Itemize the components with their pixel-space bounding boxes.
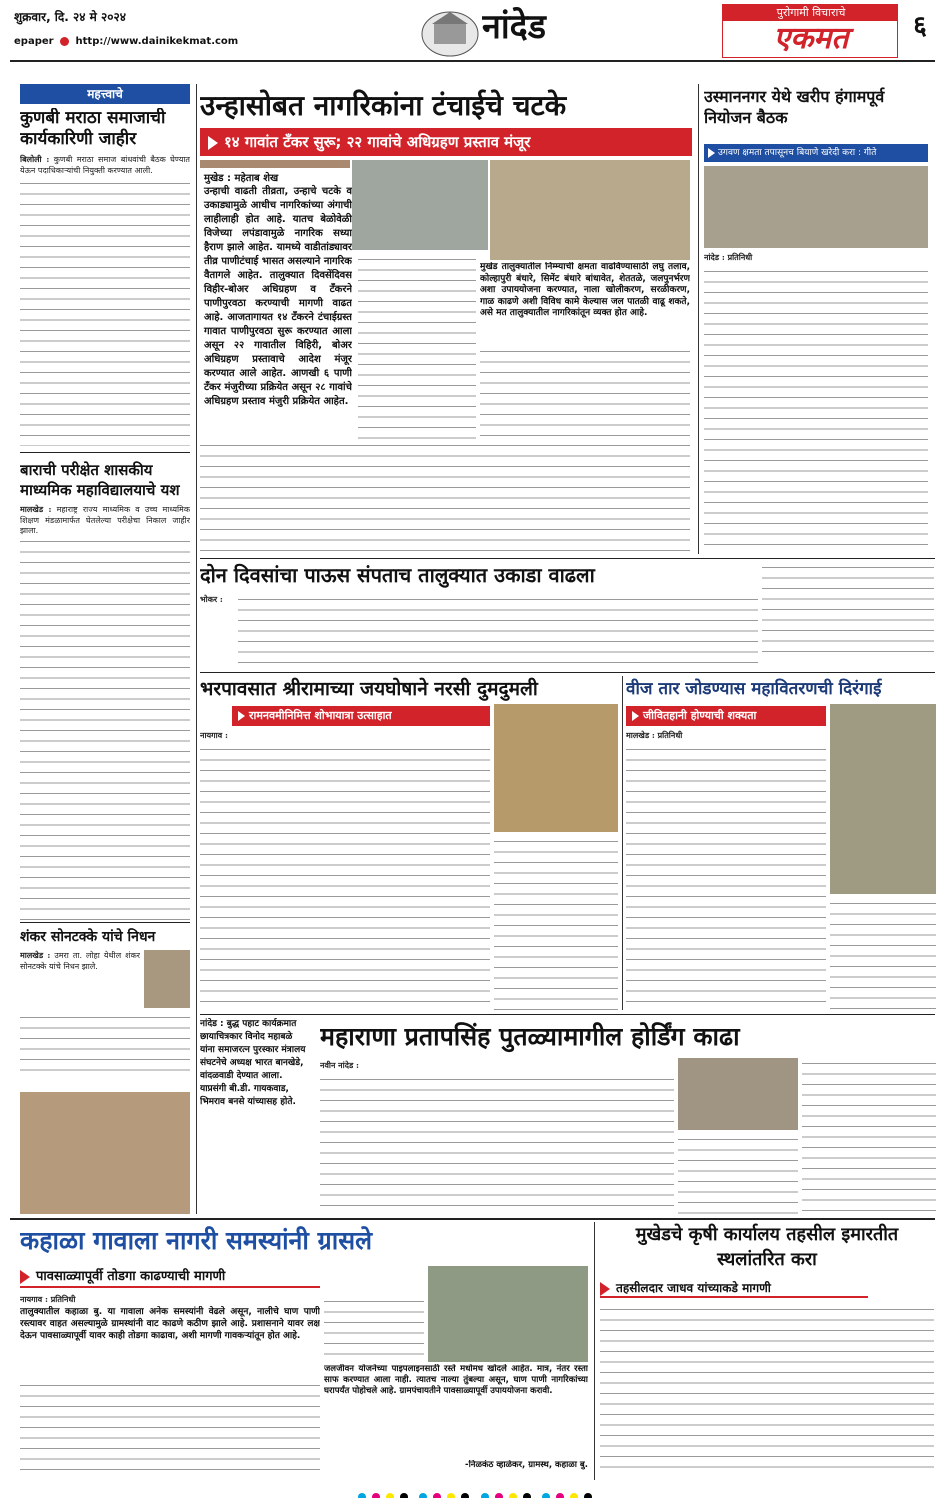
kahala-headline: कहाळा गावाला नागरी समस्यांनी ग्रासले — [20, 1226, 373, 1255]
masthead-divider — [10, 60, 935, 62]
mukhed-office-subheadline-text: तहसीलदार जाधव यांच्याकडे मागणी — [616, 1281, 771, 1295]
award-caption-text: विनोद महाबळे यांना समाजरत्न पुरस्कार मंत्रालय संघटनेचे अध्यक्ष भारत बानखेडे, वांदळवाडी देण्यात आला. याप्रसंगी बी.डी. गायकवाड, भिमराव बनसे यांच्यासह होते. — [200, 1032, 306, 1107]
story-kunbi-title: कुणबी मराठा समाजाची कार्यकारिणी जाहीर — [20, 108, 166, 149]
story-obit-text: उमरा ता. लोहा येथील शंकर सोनटक्के यांचे निधन झाले. — [20, 951, 140, 971]
mukhed-office-headline: मुखेडचे कृषी कार्यालय तहसील इमारतीत स्थलांतरित करा — [635, 1224, 899, 1270]
column-rule — [622, 676, 623, 1010]
osmannagar-subheadline — [704, 144, 928, 162]
kahala-credit: -निळकंठ व्हाळेकर, ग्रामस्थ, कहाळा बु. — [465, 1460, 588, 1470]
rally-body — [200, 744, 490, 1010]
power-photo — [830, 704, 936, 894]
kahala-lead: तालुक्यातील कहाळा बु. या गावाला अनेक समस्यांनी वेढले असून, नालीचे घाण पाणी रस्त्यावर वाहत असल्यामुळे ग्रामस्थांनी वाट काढणे कठीण झाले आहे. प्रशासनाने यावर लक्ष देऊन पावसाळ्यापूर्वी यावर काही तोडगा काढावा, अशी मागणी गावकऱ्यांतून होत आहे. — [20, 1307, 320, 1341]
lead-photo-water-pots — [352, 160, 488, 250]
rally-photo — [494, 704, 618, 832]
story-exam-text: महाराष्ट्र राज्य माध्यमिक व उच्च माध्यमिक शिक्षण मंडळामार्फत घेतलेल्या परीक्षेचा निकाल जाहीर झाला. — [20, 505, 190, 535]
hoarding-body-right — [802, 1058, 936, 1214]
story-exam-title: बाराची परीक्षेत शासकीय माध्यमिक महाविद्यालयाचे यश — [20, 461, 180, 499]
kahala-subheadline — [20, 1266, 320, 1288]
lead-intro-text: उन्हाची वाढती तीव्रता, उन्हाचे चटके व उकाड्यामुळे आधीच नागरिकांच्या अंगाची लाहीलाही होत आहे. यातच बेळोवेळी विजेच्या लपंडावामुळे नागरिक सध्या हैराण झाले आहेत. यामध्ये वाडीतांड्यावर तीव्र पाणीटंचाई भासत असल्याने नागरिक वैतागले आहेत. तालुक्यात दिवसेंदिवस विहीर-बोअर अधिग्रहण व टँकरने पाणीपुरवठा करण्याची मागणी वाढत आहे. आजतागायत १४ टँकरने टंचाईग्रस्त गावात पाणीपुरवठा सुरू करण्यात आला असून २२ गावातील विहिरी, बोअर अधिग्रहण प्रस्तावाचे आदेश मंजूर करण्यात आले आहेत. आणखी ६ पाणी टँकर मंजुरीच्या प्रक्रियेत असून २८ गावांचे अधिग्रहण प्रस्ताव मंजुरी प्रक्रियेत आहेत. — [204, 186, 352, 407]
column-rule — [594, 1222, 595, 1480]
date-line: शुक्रवार, दि. २४ मे २०२४ — [14, 10, 126, 24]
story-divider — [20, 452, 190, 453]
lead-subheadline — [200, 128, 692, 156]
power-headline: वीज तार जोडण्यास महावितरणची दिरंगाई — [626, 679, 882, 699]
kahala-photo-caption — [324, 1364, 588, 1456]
globe-icon — [60, 37, 69, 46]
rally-headline: भरपावसात श्रीरामाच्या जयघोषाने नरसी दुमदुमली — [200, 678, 538, 700]
story-obit-body — [20, 1012, 190, 1080]
heat-body-right — [762, 562, 934, 658]
heat-body — [238, 594, 758, 666]
award-caption-dateline: नांदेड : बुद्ध पहाट कार्यक्रमात छायाचित्रकार — [200, 1019, 297, 1042]
story-exam-lead — [20, 504, 190, 537]
story-kunbi-body — [20, 178, 190, 446]
triangle-icon — [20, 1270, 30, 1284]
award-caption — [200, 1018, 308, 1214]
power-subheadline-text: जीवितहानी होण्याची शक्यता — [643, 709, 757, 722]
kahala-body-col2 — [324, 1296, 424, 1360]
osmannagar-headline: उस्माननगर येथे खरीप हंगामपूर्व नियोजन बैठक — [704, 87, 885, 127]
power-byline: मालखेड : प्रतिनिधी — [626, 730, 683, 740]
award-photo — [20, 1092, 190, 1214]
story-kunbi-dateline: बिलोली : — [20, 154, 50, 164]
color-registration-bar — [60, 1486, 890, 1498]
city-emblem-icon — [418, 4, 482, 60]
lead-intro-byline: मुखेड : महेताब शेख — [204, 173, 279, 184]
osmannagar-byline: नांदेड : प्रतिनिधी — [704, 252, 753, 262]
section-divider — [200, 1014, 935, 1015]
kahala-body — [20, 1380, 320, 1476]
lead-headline: उन्हासोबत नागरिकांना टंचाईचे चटके — [200, 89, 567, 122]
story-exam-dateline: मालखेड : — [20, 504, 52, 514]
section-divider — [200, 558, 935, 559]
lead-body-lower — [200, 440, 690, 554]
story-obit-dateline: मालखेड : — [20, 950, 51, 960]
epaper-line[interactable] — [14, 36, 274, 47]
kahala-photo-caption-text: जलजीवन योजनेच्या पाइपलाइनसाठी रस्ते मधोमध खोदले आहेत. मात्र, नंतर रस्ता साफ करण्यात आला नाही. त्यातच नाल्या तुंबल्या असून, घाण पाणी नागरिकांच्या घरापर्यंत पोहोचले आहे. ग्रामपंचायतीने पावसाळ्यापूर्वी उपाययोजना करावी. — [324, 1364, 588, 1396]
epaper-url[interactable]: http://www.dainikekmat.com — [75, 36, 239, 47]
story-obit-lead — [20, 950, 140, 972]
triangle-icon — [632, 711, 639, 721]
osmannagar-photo — [704, 166, 928, 248]
power-body — [626, 744, 826, 1010]
hoarding-body-below — [678, 1134, 798, 1214]
column-rule — [698, 84, 699, 554]
rally-dateline: नायगाव : — [200, 730, 228, 740]
page-number: ६ — [913, 11, 927, 41]
masthead — [0, 0, 945, 62]
section-label — [20, 84, 190, 104]
triangle-icon — [708, 148, 715, 158]
heat-dateline: भोकर : — [200, 594, 223, 604]
mukhed-office-body — [600, 1304, 934, 1476]
lead-body-col3 — [480, 346, 690, 436]
heat-headline: दोन दिवसांचा पाऊस संपताच तालुक्यात उकाडा वाढला — [200, 563, 595, 587]
osmannagar-body — [704, 266, 928, 554]
lead-pull-quote-text: मुखेड तालुक्यातील निम्म्याची क्षमता वाढविण्यासाठी लघु तलाव, कोल्हापुरी बंधारे, सिमेंट बंधारे बांधावेत, शेततळे, जलपुनर्भरण अशा उपाययोजना करण्यात, नाला खोलीकरण, सरळीकरण, गाळ काढणे अशी विविध कामे केल्यास जल पातळी वाढू शकते, असे मत तालुक्यातील नागरिकांतून व्यक्त होत आहे. — [480, 262, 690, 318]
epaper-label: epaper — [14, 36, 54, 47]
hoarding-photo — [678, 1058, 798, 1130]
story-kunbi-lead — [20, 154, 190, 176]
section-divider — [200, 672, 935, 673]
lead-photo-villagers — [490, 160, 690, 260]
hoarding-dateline: नवीन नांदेड : — [320, 1060, 359, 1070]
story-divider — [20, 922, 190, 923]
city-title: नांदेड — [482, 7, 546, 47]
obit-portrait — [144, 950, 190, 1008]
hoarding-body — [320, 1074, 674, 1214]
brand-tagline: पुरोगामी विचाराचे — [723, 5, 898, 21]
mukhed-office-subheadline — [600, 1278, 868, 1298]
power-body-right — [830, 898, 936, 1010]
osmannagar-subheadline-text: उगवण क्षमता तपासूनच बियाणे खरेदी करा : गीते — [718, 148, 877, 158]
brand-name: एकमत — [773, 21, 849, 56]
brand-logo — [722, 4, 898, 58]
left-column — [20, 84, 190, 1214]
story-kunbi-text: कुणबी मराठा समाज बांधवांची बैठक घेण्यात येऊन पदाधिकाऱ्यांची नियुक्ती करण्यात आली. — [20, 155, 190, 175]
lead-body-col2 — [358, 254, 476, 442]
rally-subheadline — [232, 706, 490, 726]
triangle-icon — [208, 136, 218, 150]
hoarding-headline: महाराणा प्रतापसिंह पुतळ्यामागील होर्डिंग काढा — [320, 1022, 740, 1051]
rally-body-lower — [494, 836, 618, 1010]
rally-subheadline-text: रामनवमीनिमित्त शोभायात्रा उत्साहात — [249, 709, 392, 722]
story-obit-title: शंकर सोनटक्के यांचे निधन — [20, 929, 156, 945]
kahala-byline: नायगाव : प्रतिनिधी — [20, 1294, 76, 1304]
triangle-icon — [600, 1282, 610, 1296]
lead-intro-box — [200, 168, 352, 436]
lead-pull-quote — [480, 262, 690, 342]
section-label-text: महत्त्वाचे — [87, 87, 123, 101]
column-rule — [196, 84, 197, 1214]
triangle-icon — [238, 711, 245, 721]
kahala-subheadline-text: पावसाळ्यापूर्वी तोडगा काढण्याची मागणी — [36, 1269, 226, 1284]
lead-subheadline-text: १४ गावांत टँकर सुरू; २२ गावांचे अधिग्रहण प्रस्ताव मंजूर — [224, 133, 531, 151]
power-subheadline — [626, 706, 826, 726]
story-exam-body — [20, 536, 190, 920]
kahala-photo — [428, 1266, 588, 1362]
